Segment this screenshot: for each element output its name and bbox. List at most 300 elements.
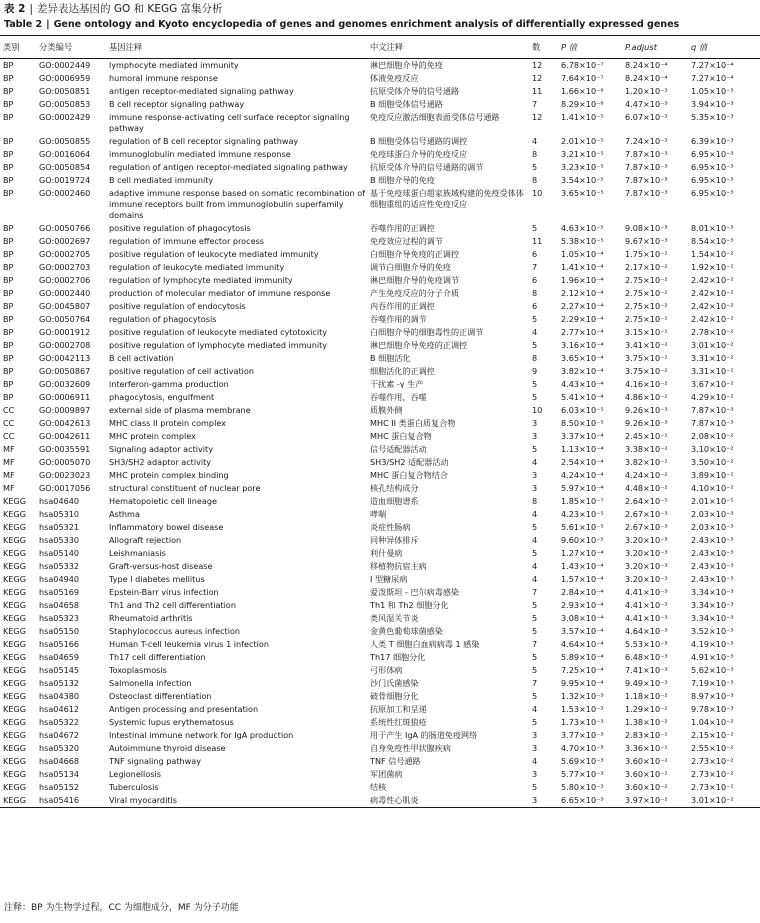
category-cell: KEGG bbox=[3, 782, 26, 792]
id-cell: GO:0042611 bbox=[39, 431, 91, 441]
term-zh-cell: 吞噬作用的正调控 bbox=[370, 223, 435, 233]
term-zh-cell: 造血细胞谱系 bbox=[370, 496, 419, 506]
pvalue-cell: 4.63×10⁻⁵ bbox=[561, 223, 604, 233]
term-zh-cell: 移植物抗宿主病 bbox=[370, 561, 427, 571]
id-cell: GO:0002429 bbox=[39, 112, 91, 122]
padjust-cell: 3.75×10⁻² bbox=[625, 366, 668, 376]
term-zh-cell: B 细胞受体信号通路的调控 bbox=[370, 136, 468, 146]
category-cell: BP bbox=[3, 275, 14, 285]
term-cell: Intestinal immune network for IgA production bbox=[109, 730, 294, 740]
count-cell: 4 bbox=[532, 561, 538, 571]
pvalue-cell: 7.25×10⁻⁴ bbox=[561, 665, 604, 675]
count-cell: 4 bbox=[532, 457, 538, 467]
table-row bbox=[0, 742, 760, 755]
id-cell: hsa05150 bbox=[39, 626, 80, 636]
term-cell: B cell receptor signaling pathway bbox=[109, 99, 245, 109]
category-cell: CC bbox=[3, 418, 15, 428]
term-cell: structural constituent of nuclear pore bbox=[109, 483, 261, 493]
term-zh-cell: 淋巴细胞介导免疫的正调控 bbox=[370, 340, 468, 350]
header-pvalue: P 值 bbox=[561, 41, 577, 52]
qvalue-cell: 2.73×10⁻² bbox=[691, 756, 734, 766]
count-cell: 3 bbox=[532, 431, 538, 441]
pvalue-cell: 3.37×10⁻⁴ bbox=[561, 431, 604, 441]
caption-separator: | bbox=[29, 3, 34, 15]
table-row bbox=[0, 521, 760, 534]
table-row bbox=[0, 768, 760, 781]
id-cell: hsa05166 bbox=[39, 639, 80, 649]
category-cell: KEGG bbox=[3, 548, 26, 558]
table-row bbox=[0, 85, 760, 98]
count-cell: 7 bbox=[532, 262, 538, 272]
qvalue-cell: 3.34×10⁻³ bbox=[691, 613, 734, 623]
qvalue-cell: 2.42×10⁻² bbox=[691, 314, 734, 324]
padjust-cell: 2.67×10⁻³ bbox=[625, 509, 668, 519]
id-cell: GO:0009897 bbox=[39, 405, 91, 415]
qvalue-cell: 7.27×10⁻⁴ bbox=[691, 73, 734, 83]
pvalue-cell: 5.97×10⁻⁴ bbox=[561, 483, 604, 493]
id-cell: hsa05140 bbox=[39, 548, 80, 558]
pvalue-cell: 5.80×10⁻³ bbox=[561, 782, 604, 792]
table-row bbox=[0, 235, 760, 248]
term-zh-cell: SH3/SH2 适配器活动 bbox=[370, 457, 449, 467]
count-cell: 8 bbox=[532, 353, 538, 363]
id-cell: GO:0050853 bbox=[39, 99, 91, 109]
padjust-cell: 7.87×10⁻³ bbox=[625, 188, 668, 198]
table-row bbox=[0, 794, 760, 808]
count-cell: 5 bbox=[532, 392, 538, 402]
term-zh-cell: 基于免疫球蛋白超家族域构建的免疫受体体细胞重组的适应性免疫反应 bbox=[370, 188, 524, 209]
category-cell: KEGG bbox=[3, 795, 26, 805]
id-cell: GO:0023023 bbox=[39, 470, 91, 480]
category-cell: KEGG bbox=[3, 522, 26, 532]
category-cell: KEGG bbox=[3, 574, 26, 584]
pvalue-cell: 4.64×10⁻⁴ bbox=[561, 639, 604, 649]
term-cell: Allograft rejection bbox=[109, 535, 182, 545]
id-cell: GO:0050766 bbox=[39, 223, 91, 233]
table-row bbox=[0, 339, 760, 352]
id-cell: GO:0035591 bbox=[39, 444, 91, 454]
qvalue-cell: 1.04×10⁻² bbox=[691, 717, 734, 727]
count-cell: 7 bbox=[532, 678, 538, 688]
id-cell: GO:0006911 bbox=[39, 392, 91, 402]
caption-zh bbox=[4, 2, 756, 17]
term-cell: Leishmaniasis bbox=[109, 548, 166, 558]
qvalue-cell: 2.43×10⁻³ bbox=[691, 535, 734, 545]
qvalue-cell: 4.19×10⁻³ bbox=[691, 639, 734, 649]
id-cell: GO:0002703 bbox=[39, 262, 91, 272]
term-cell: positive regulation of endocytosis bbox=[109, 301, 246, 311]
count-cell: 5 bbox=[532, 223, 538, 233]
qvalue-cell: 1.92×10⁻² bbox=[691, 262, 734, 272]
padjust-cell: 4.64×10⁻³ bbox=[625, 626, 668, 636]
id-cell: hsa04659 bbox=[39, 652, 80, 662]
term-cell: Salmonella infection bbox=[109, 678, 192, 688]
category-cell: KEGG bbox=[3, 743, 26, 753]
term-zh-cell: 破骨细胞分化 bbox=[370, 691, 419, 701]
term-zh-cell: I 型糖尿病 bbox=[370, 574, 408, 584]
padjust-cell: 2.75×10⁻² bbox=[625, 301, 668, 311]
table-row bbox=[0, 443, 760, 456]
table-row bbox=[0, 625, 760, 638]
header-id: 分类编号 bbox=[39, 41, 73, 52]
pvalue-cell: 3.54×10⁻⁵ bbox=[561, 175, 604, 185]
category-cell: BP bbox=[3, 236, 14, 246]
term-zh-cell: MHC II 类蛋白质复合物 bbox=[370, 418, 456, 428]
pvalue-cell: 9.60×10⁻⁵ bbox=[561, 535, 604, 545]
category-cell: BP bbox=[3, 99, 14, 109]
id-cell: GO:0002706 bbox=[39, 275, 91, 285]
table-row bbox=[0, 534, 760, 547]
id-cell: GO:0050855 bbox=[39, 136, 91, 146]
id-cell: GO:0017056 bbox=[39, 483, 91, 493]
caption-en bbox=[4, 17, 756, 32]
padjust-cell: 7.41×10⁻³ bbox=[625, 665, 668, 675]
term-cell: regulation of B cell receptor signaling pathway bbox=[109, 136, 299, 146]
pvalue-cell: 3.08×10⁻⁴ bbox=[561, 613, 604, 623]
pvalue-cell: 1.13×10⁻⁴ bbox=[561, 444, 604, 454]
id-cell: hsa05310 bbox=[39, 509, 80, 519]
qvalue-cell: 2.15×10⁻² bbox=[691, 730, 734, 740]
term-cell: regulation of phagocytosis bbox=[109, 314, 217, 324]
qvalue-cell: 8.97×10⁻³ bbox=[691, 691, 734, 701]
pvalue-cell: 2.27×10⁻⁴ bbox=[561, 301, 604, 311]
table-row bbox=[0, 573, 760, 586]
count-cell: 8 bbox=[532, 175, 538, 185]
pvalue-cell: 8.50×10⁻⁵ bbox=[561, 418, 604, 428]
term-cell: MHC class II protein complex bbox=[109, 418, 226, 428]
padjust-cell: 4.86×10⁻² bbox=[625, 392, 668, 402]
term-cell: positive regulation of cell activation bbox=[109, 366, 254, 376]
category-cell: KEGG bbox=[3, 730, 26, 740]
table-row bbox=[0, 482, 760, 495]
pvalue-cell: 2.01×10⁻⁵ bbox=[561, 136, 604, 146]
id-cell: hsa04612 bbox=[39, 704, 80, 714]
id-cell: GO:0006959 bbox=[39, 73, 91, 83]
term-zh-cell: TNF 信号通路 bbox=[370, 756, 421, 766]
category-cell: MF bbox=[3, 470, 15, 480]
count-cell: 5 bbox=[532, 444, 538, 454]
padjust-cell: 9.49×10⁻³ bbox=[625, 678, 668, 688]
id-cell: hsa05320 bbox=[39, 743, 80, 753]
category-cell: BP bbox=[3, 392, 14, 402]
term-zh-cell: 抗原受体介导的信号通路的调节 bbox=[370, 162, 484, 172]
padjust-cell: 3.20×10⁻³ bbox=[625, 574, 668, 584]
term-cell: lymphocyte mediated immunity bbox=[109, 60, 239, 70]
category-cell: KEGG bbox=[3, 665, 26, 675]
term-zh-cell: 吞噬作用，吞噬 bbox=[370, 392, 427, 402]
term-zh-cell: Th1 和 Th2 细胞分化 bbox=[370, 600, 449, 610]
term-zh-cell: 用于产生 IgA 的肠道免疫网络 bbox=[370, 730, 478, 740]
count-cell: 10 bbox=[532, 188, 543, 198]
term-cell: Type I diabetes mellitus bbox=[109, 574, 205, 584]
id-cell: hsa05323 bbox=[39, 613, 80, 623]
pvalue-cell: 4.43×10⁻⁴ bbox=[561, 379, 604, 389]
count-cell: 12 bbox=[532, 73, 543, 83]
table-row bbox=[0, 248, 760, 261]
pvalue-cell: 1.96×10⁻⁴ bbox=[561, 275, 604, 285]
padjust-cell: 3.82×10⁻² bbox=[625, 457, 668, 467]
table-row bbox=[0, 495, 760, 508]
table-row bbox=[0, 174, 760, 187]
category-cell: KEGG bbox=[3, 587, 26, 597]
count-cell: 12 bbox=[532, 60, 543, 70]
category-cell: KEGG bbox=[3, 756, 26, 766]
id-cell: hsa05322 bbox=[39, 717, 80, 727]
padjust-cell: 1.18×10⁻² bbox=[625, 691, 668, 701]
id-cell: GO:0001912 bbox=[39, 327, 91, 337]
count-cell: 8 bbox=[532, 149, 538, 159]
term-cell: Hematopoietic cell lineage bbox=[109, 496, 217, 506]
category-cell: KEGG bbox=[3, 600, 26, 610]
table-row bbox=[0, 391, 760, 404]
count-cell: 6 bbox=[532, 301, 538, 311]
pvalue-cell: 6.65×10⁻³ bbox=[561, 795, 604, 805]
category-cell: BP bbox=[3, 288, 14, 298]
qvalue-cell: 5.62×10⁻³ bbox=[691, 665, 734, 675]
term-cell: SH3/SH2 adaptor activity bbox=[109, 457, 212, 467]
category-cell: BP bbox=[3, 340, 14, 350]
term-zh-cell: 免疫球蛋白介导的免疫反应 bbox=[370, 149, 468, 159]
table-row bbox=[0, 148, 760, 161]
table-row bbox=[0, 586, 760, 599]
category-cell: BP bbox=[3, 301, 14, 311]
padjust-cell: 2.17×10⁻² bbox=[625, 262, 668, 272]
pvalue-cell: 2.77×10⁻⁴ bbox=[561, 327, 604, 337]
count-cell: 5 bbox=[532, 522, 538, 532]
padjust-cell: 4.48×10⁻² bbox=[625, 483, 668, 493]
qvalue-cell: 2.43×10⁻³ bbox=[691, 548, 734, 558]
padjust-cell: 7.87×10⁻³ bbox=[625, 162, 668, 172]
term-cell: Osteoclast differentiation bbox=[109, 691, 212, 701]
padjust-cell: 6.48×10⁻³ bbox=[625, 652, 668, 662]
category-cell: BP bbox=[3, 136, 14, 146]
qvalue-cell: 1.54×10⁻² bbox=[691, 249, 734, 259]
id-cell: GO:0016064 bbox=[39, 149, 91, 159]
table-row bbox=[0, 135, 760, 148]
term-cell: regulation of immune effector process bbox=[109, 236, 264, 246]
category-cell: BP bbox=[3, 366, 14, 376]
qvalue-cell: 6.95×10⁻³ bbox=[691, 162, 734, 172]
term-cell: MHC protein complex binding bbox=[109, 470, 229, 480]
category-cell: CC bbox=[3, 405, 15, 415]
count-cell: 5 bbox=[532, 613, 538, 623]
term-zh-cell: MHC 蛋白复合物 bbox=[370, 431, 432, 441]
term-zh-cell: 免疫反应激活细胞表面受体信号通路 bbox=[370, 112, 500, 122]
header-term: 基因注释 bbox=[109, 41, 143, 52]
table-row bbox=[0, 222, 760, 235]
padjust-cell: 8.24×10⁻⁴ bbox=[625, 73, 668, 83]
pvalue-cell: 5.77×10⁻³ bbox=[561, 769, 604, 779]
table-row bbox=[0, 716, 760, 729]
term-cell: immune response-activating cell surface receptor signaling pathway bbox=[109, 112, 350, 133]
pvalue-cell: 1.43×10⁻⁴ bbox=[561, 561, 604, 571]
padjust-cell: 5.53×10⁻³ bbox=[625, 639, 668, 649]
qvalue-cell: 7.87×10⁻³ bbox=[691, 405, 734, 415]
padjust-cell: 9.26×10⁻³ bbox=[625, 405, 668, 415]
count-cell: 7 bbox=[532, 587, 538, 597]
term-cell: interferon-gamma production bbox=[109, 379, 229, 389]
id-cell: GO:0050854 bbox=[39, 162, 91, 172]
term-zh-cell: B 细胞介导的免疫 bbox=[370, 175, 435, 185]
term-zh-cell: 体液免疫反应 bbox=[370, 73, 419, 83]
table-row bbox=[0, 287, 760, 300]
pvalue-cell: 1.05×10⁻⁴ bbox=[561, 249, 604, 259]
term-zh-cell: 抗原受体介导的信号通路 bbox=[370, 86, 460, 96]
pvalue-cell: 8.29×10⁻⁶ bbox=[561, 99, 604, 109]
term-zh-cell: 爱泼斯坦 - 巴尔病毒感染 bbox=[370, 587, 460, 597]
table-row bbox=[0, 547, 760, 560]
qvalue-cell: 2.08×10⁻² bbox=[691, 431, 734, 441]
padjust-cell: 2.67×10⁻³ bbox=[625, 522, 668, 532]
enrichment-table bbox=[0, 35, 760, 808]
padjust-cell: 2.45×10⁻² bbox=[625, 431, 668, 441]
category-cell: BP bbox=[3, 188, 14, 198]
pvalue-cell: 3.23×10⁻⁵ bbox=[561, 162, 604, 172]
pvalue-cell: 1.73×10⁻³ bbox=[561, 717, 604, 727]
qvalue-cell: 2.42×10⁻² bbox=[691, 288, 734, 298]
count-cell: 4 bbox=[532, 535, 538, 545]
id-cell: hsa05416 bbox=[39, 795, 80, 805]
count-cell: 4 bbox=[532, 509, 538, 519]
table-header bbox=[0, 36, 760, 59]
padjust-cell: 2.75×10⁻² bbox=[625, 275, 668, 285]
category-cell: BP bbox=[3, 249, 14, 259]
count-cell: 4 bbox=[532, 327, 538, 337]
term-cell: Th1 and Th2 cell differentiation bbox=[109, 600, 236, 610]
table-row bbox=[0, 161, 760, 174]
category-cell: BP bbox=[3, 175, 14, 185]
table-row bbox=[0, 469, 760, 482]
term-zh-cell: 人类 T 细胞白血病病毒 1 感染 bbox=[370, 639, 480, 649]
id-cell: hsa05332 bbox=[39, 561, 80, 571]
pvalue-cell: 5.41×10⁻⁴ bbox=[561, 392, 604, 402]
pvalue-cell: 4.70×10⁻³ bbox=[561, 743, 604, 753]
count-cell: 6 bbox=[532, 275, 538, 285]
table-row bbox=[0, 651, 760, 664]
qvalue-cell: 2.43×10⁻³ bbox=[691, 574, 734, 584]
pvalue-cell: 1.41×10⁻⁴ bbox=[561, 262, 604, 272]
padjust-cell: 6.07×10⁻³ bbox=[625, 112, 668, 122]
pvalue-cell: 2.93×10⁻⁴ bbox=[561, 600, 604, 610]
pvalue-cell: 3.21×10⁻⁵ bbox=[561, 149, 604, 159]
term-cell: Antigen processing and presentation bbox=[109, 704, 259, 714]
table-row bbox=[0, 703, 760, 716]
header-padjust: P.adjust bbox=[625, 41, 657, 52]
table-row bbox=[0, 72, 760, 85]
padjust-cell: 2.75×10⁻² bbox=[625, 288, 668, 298]
term-cell: adaptive immune response based on somatic recombination of immune receptors built from immunoglobulin superfamily domains bbox=[109, 188, 366, 220]
pvalue-cell: 1.32×10⁻³ bbox=[561, 691, 604, 701]
table-row bbox=[0, 59, 760, 73]
table-row bbox=[0, 456, 760, 469]
padjust-cell: 3.20×10⁻³ bbox=[625, 548, 668, 558]
table-row bbox=[0, 313, 760, 326]
pvalue-cell: 5.89×10⁻⁴ bbox=[561, 652, 604, 662]
term-zh-cell: 军团菌病 bbox=[370, 769, 403, 779]
id-cell: GO:0032609 bbox=[39, 379, 91, 389]
header-category: 类别 bbox=[3, 41, 20, 52]
count-cell: 3 bbox=[532, 769, 538, 779]
term-zh-cell: 病毒性心肌炎 bbox=[370, 795, 419, 805]
header-qvalue: q 值 bbox=[691, 41, 708, 52]
category-cell: MF bbox=[3, 483, 15, 493]
pvalue-cell: 3.65×10⁻⁵ bbox=[561, 188, 604, 198]
count-cell: 10 bbox=[532, 405, 543, 415]
table-row bbox=[0, 352, 760, 365]
term-zh-cell: 白细胞介导免疫的正调控 bbox=[370, 249, 460, 259]
table-note: 注释：BP 为生物学过程，CC 为细胞成分，MF 为分子功能 bbox=[4, 903, 239, 913]
term-cell: Staphylococcus aureus infection bbox=[109, 626, 241, 636]
count-cell: 5 bbox=[532, 782, 538, 792]
padjust-cell: 4.41×10⁻³ bbox=[625, 587, 668, 597]
category-cell: KEGG bbox=[3, 691, 26, 701]
padjust-cell: 7.24×10⁻³ bbox=[625, 136, 668, 146]
pvalue-cell: 2.12×10⁻⁴ bbox=[561, 288, 604, 298]
count-cell: 4 bbox=[532, 136, 538, 146]
category-cell: BP bbox=[3, 86, 14, 96]
id-cell: hsa05145 bbox=[39, 665, 80, 675]
category-cell: KEGG bbox=[3, 561, 26, 571]
term-zh-cell: 抗原加工和呈递 bbox=[370, 704, 427, 714]
padjust-cell: 2.64×10⁻⁵ bbox=[625, 496, 668, 506]
padjust-cell: 3.60×10⁻² bbox=[625, 769, 668, 779]
count-cell: 11 bbox=[532, 236, 543, 246]
pvalue-cell: 1.66×10⁻⁶ bbox=[561, 86, 604, 96]
term-zh-cell: 金黄色葡萄球菌感染 bbox=[370, 626, 443, 636]
term-cell: humoral immune response bbox=[109, 73, 218, 83]
count-cell: 5 bbox=[532, 314, 538, 324]
id-cell: hsa04658 bbox=[39, 600, 80, 610]
category-cell: KEGG bbox=[3, 535, 26, 545]
qvalue-cell: 3.34×10⁻³ bbox=[691, 587, 734, 597]
term-zh-cell: 内吞作用的正调控 bbox=[370, 301, 435, 311]
table-row bbox=[0, 404, 760, 417]
qvalue-cell: 3.01×10⁻² bbox=[691, 340, 734, 350]
padjust-cell: 9.67×10⁻³ bbox=[625, 236, 668, 246]
category-cell: KEGG bbox=[3, 769, 26, 779]
qvalue-cell: 8.54×10⁻³ bbox=[691, 236, 734, 246]
table-row bbox=[0, 638, 760, 651]
count-cell: 9 bbox=[532, 366, 538, 376]
qvalue-cell: 7.87×10⁻³ bbox=[691, 418, 734, 428]
count-cell: 3 bbox=[532, 730, 538, 740]
term-cell: positive regulation of leukocyte mediated immunity bbox=[109, 249, 319, 259]
id-cell: GO:0005070 bbox=[39, 457, 91, 467]
category-cell: KEGG bbox=[3, 509, 26, 519]
padjust-cell: 9.26×10⁻³ bbox=[625, 418, 668, 428]
table-row bbox=[0, 326, 760, 339]
padjust-cell: 3.97×10⁻² bbox=[625, 795, 668, 805]
id-cell: hsa05132 bbox=[39, 678, 80, 688]
caption-separator: | bbox=[46, 19, 50, 30]
id-cell: hsa04668 bbox=[39, 756, 80, 766]
count-cell: 3 bbox=[532, 795, 538, 805]
padjust-cell: 3.60×10⁻² bbox=[625, 782, 668, 792]
category-cell: CC bbox=[3, 431, 15, 441]
term-cell: Graft-versus-host disease bbox=[109, 561, 213, 571]
term-cell: antigen receptor-mediated signaling pathway bbox=[109, 86, 294, 96]
table-row bbox=[0, 508, 760, 521]
pvalue-cell: 5.69×10⁻³ bbox=[561, 756, 604, 766]
qvalue-cell: 3.94×10⁻³ bbox=[691, 99, 734, 109]
qvalue-cell: 3.34×10⁻³ bbox=[691, 600, 734, 610]
qvalue-cell: 3.50×10⁻² bbox=[691, 457, 734, 467]
padjust-cell: 1.38×10⁻² bbox=[625, 717, 668, 727]
count-cell: 8 bbox=[532, 496, 538, 506]
term-cell: Human T-cell leukemia virus 1 infection bbox=[109, 639, 269, 649]
count-cell: 5 bbox=[532, 665, 538, 675]
category-cell: KEGG bbox=[3, 717, 26, 727]
